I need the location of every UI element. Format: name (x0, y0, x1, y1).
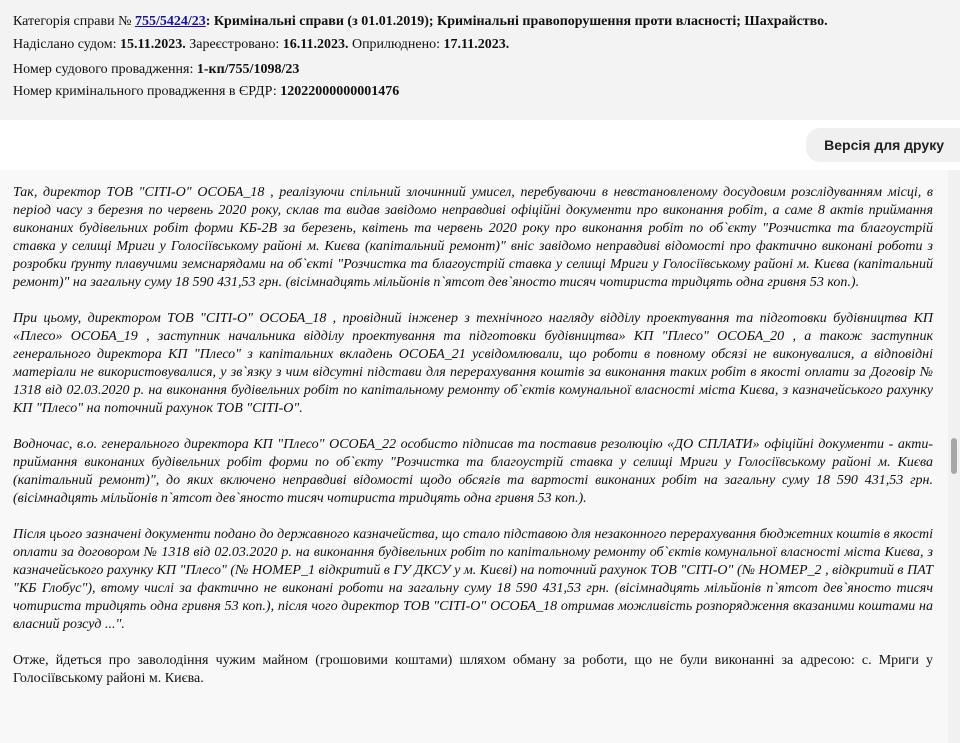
published-label: Оприлюднено: (351, 37, 440, 52)
erdr-number: 12022000000001476 (280, 84, 400, 99)
registered-date: 16.11.2023. (282, 37, 349, 52)
registered-label: Зареєстровано: (189, 37, 280, 52)
court-proceeding-number: 1-кп/755/1098/23 (196, 62, 300, 77)
sent-date: 15.11.2023. (120, 37, 186, 52)
paragraph-4: Після цього зазначені документи подано до державного казначейства, що стало підставою для незаконного перерахування бюджетних коштів в якості оплати за договором № 1318 від 02.03.2020 р. на виконання будівельних робіт по капітальному ремонту об`єктів комунальної власності міста Києва, з казначейського рахунку КП "Плесо" (№ НОМЕР_1 відкритий в ГУ ДКСУ у м. Києві) на поточний рахунок ТОВ "СІТІ-О" (№ НОМЕР_2 , відкритий в ПАТ "КБ Глобус"), втому числі за фактично не виконані роботи на загальну суму 18 590 431,53 грн. (вісімнадцять мільйонів п`ятсот дев`яносто тисяч чотириста тридцять одна гривня 53 коп.), після чого директор ТОВ "СІТІ-О" ОСОБА_18 отримав можливість розпорядження вказаними коштами на власний розсуд ...". (13, 527, 933, 632)
court-proceeding-line (13, 62, 299, 78)
case-number-link[interactable]: 755/5424/23 (134, 14, 206, 29)
paragraph-1: Так, директор ТОВ "СІТІ-О" ОСОБА_18 , реалізуючи спільний злочинний умисел, перебуваючи в невстановленому досудовим розслідуванням місці, в період часу з березня по червень 2020 року, склав та видав завідомо неправдиві офіційні документи про виконання робіт, а саме 8 актів приймання виконаних будівельних робіт форми КБ-2В за березень, квітень та червень 2020 року про виконання робіт по об`єкту "Розчистка та благоустрій ставка у селищі Мриги у Голосіївському районі м. Києва (капітальний ремонт)" вніс завідомо неправдиві відомості про фактично виконані роботи з розробки ґрунту плавучими земснарядами на об`єкті "Розчистка та благоустрій ставка у селищі Мриги у Голосіївському районі м. Києва (капітальний ремонт)" на загальну суму 18 590 431,53 грн. (вісімнадцять мільйонів п`ятсот дев`яносто тисяч чотириста тридцять одна гривня 53 коп.). (13, 185, 933, 290)
paragraph-5: Отже, йдеться про заволодіння чужим майном (грошовими коштами) шляхом обману за роботи, що не були виконанні за адресою: с. Мриги у Голосіївському районі м. Києва. (13, 653, 933, 686)
paragraph-2: При цьому, директором ТОВ "СІТІ-О" ОСОБА_18 , провідний інженер з технічного нагляду відділу проектування та підготовки будівництва КП «Плесо» ОСОБА_19 , заступник начальника відділу проектування та підготовки будівництва» КП "Плесо" ОСОБА_20 , а також заступник генерального директора КП "Плесо" з капітальних вкладень ОСОБА_21 усвідомлювали, що роботи в повному обсязі не виконувалися, а відповідні матеріали не використовувалися, у зв`язку з чим відсутні підстави для перерахування коштів за виконання таких робіт в якості оплати за Договір № 1318 від 02.03.2020 р. на виконання будівельних робіт по капітальному ремонту об`єктів комунальної власності міста Києва, з казначейського рахунку КП "Плесо" на поточний рахунок ТОВ "СІТІ-О". (13, 311, 933, 416)
dates-line (13, 37, 509, 53)
erdr-label: Номер кримінального провадження в ЄРДР: (13, 84, 277, 99)
print-toolbar (0, 128, 960, 162)
paragraph-3: Водночас, в.о. генерального директора КП "Плесо" ОСОБА_22 особисто підписав та поставив резолюцію «ДО СПЛАТИ» офіційні документи - акти-приймання виконаних будівельних робіт форми по об`єкту "Розчистка та благоустрій ставка у селищі Мриги у Голосіївському районі м. Києва (капітальний ремонт)", до яких включено неправдиві відомості щодо обсягів та вартості виконаних робіт на загальну суму 18 590 431,53 грн. (вісімнадцять мільйонів п`ятсот дев`яносто тисяч чотириста тридцять одна гривня 53 коп.). (13, 437, 933, 506)
category-value: Кримінальні справи (з 01.01.2019); Кримінальні правопорушення проти власності; Шахрайство. (213, 14, 828, 29)
category-label: Категорія справи № (13, 14, 132, 29)
document-body (0, 170, 960, 743)
published-date: 17.11.2023. (443, 37, 510, 52)
document-text (13, 184, 933, 706)
court-proceeding-label: Номер судового провадження: (13, 62, 194, 77)
scrollbar-thumb[interactable] (951, 438, 957, 474)
print-version-button[interactable]: Версія для друку (806, 128, 960, 162)
case-info-panel (0, 0, 960, 120)
erdr-line (13, 84, 399, 100)
sent-label: Надіслано судом: (13, 37, 117, 52)
case-category-line: Категорія справи № 755/5424/23: Кримінальні справи (з 01.01.2019); Кримінальні правопорушення проти власності; Шахрайство. (13, 14, 828, 29)
vertical-scrollbar[interactable] (948, 170, 960, 743)
